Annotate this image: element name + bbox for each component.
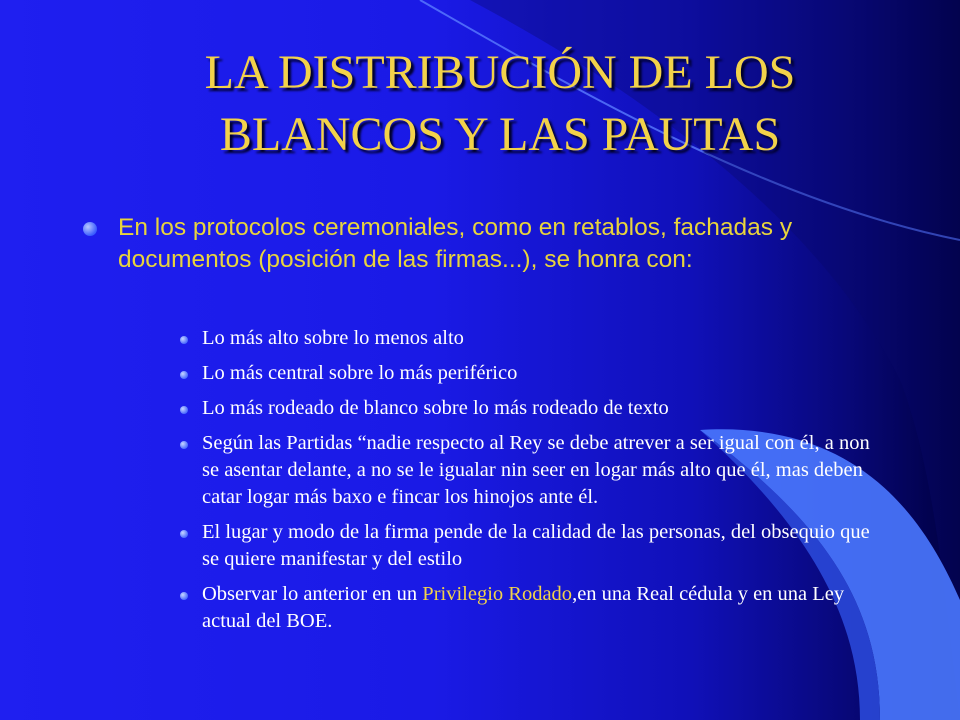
list-item-text: Lo más central sobre lo más periférico: [202, 362, 518, 384]
list-item: [180, 519, 880, 573]
list-item: [180, 430, 880, 511]
list-item-text: Según las Partidas “nadie respecto al Rey se debe atrever a ser igual con él, a non se asentar delante, a no se le igualar nin seer en logar más alto que él, mas deben catar logar más baxo e fincar los hinojos ante él.: [202, 432, 870, 508]
list-item-text: El lugar y modo de la firma pende de la calidad de las personas, del obsequio que se quiere manifestar y del estilo: [202, 521, 870, 570]
bullet-icon: [180, 441, 188, 449]
sub-bullet-list: [180, 325, 880, 643]
list-item: [180, 360, 880, 387]
privilegio-rodado-highlight: Privilegio Rodado: [422, 583, 573, 605]
list-item: [180, 581, 880, 635]
last-bullet-after: ,en una Real cédula y en una Ley actual del BOE.: [202, 583, 845, 632]
bullet-icon: [180, 592, 188, 600]
bullet-icon: [180, 406, 188, 414]
bullet-icon: [180, 371, 188, 379]
list-item: [180, 325, 880, 352]
list-item-text: Lo más rodeado de blanco sobre lo más rodeado de texto: [202, 397, 669, 419]
list-item: [180, 395, 880, 422]
bullet-icon: [180, 336, 188, 344]
bullet-icon: [83, 222, 97, 236]
slide-title: LA DISTRIBUCIÓN DE LOS BLANCOS Y LAS PAUTAS: [204, 46, 796, 161]
list-item-text: Lo más alto sobre lo menos alto: [202, 327, 464, 349]
bullet-icon: [180, 530, 188, 538]
main-bullet-text: En los protocolos ceremoniales, como en retablos, fachadas y documentos (posición de las firmas...), se honra con:: [118, 214, 793, 273]
last-bullet-before: Observar lo anterior en un: [202, 583, 423, 605]
